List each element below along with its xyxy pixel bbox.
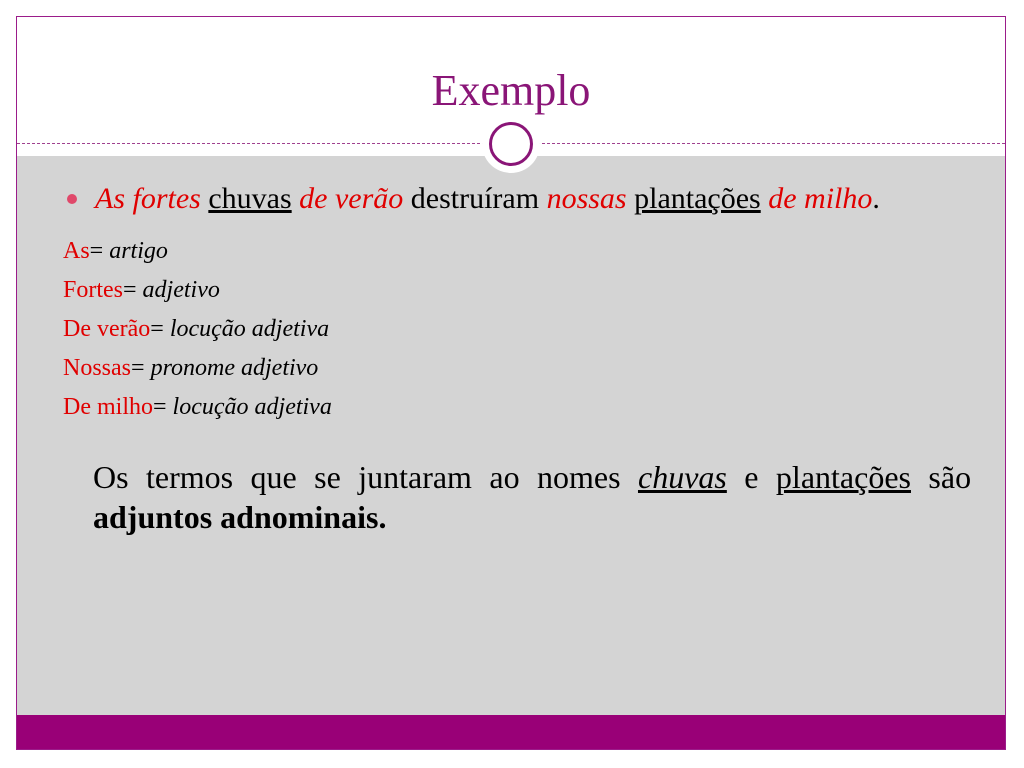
summary-lead: Os termos que se juntaram ao nomes	[93, 459, 621, 495]
summary-word-plantacoes: plantações	[775, 459, 911, 495]
definition-separator: =	[123, 277, 137, 303]
definition-separator: =	[153, 394, 167, 420]
summary-mid: são	[928, 459, 972, 495]
definition-value: pronome adjetivo	[150, 355, 319, 381]
definition-term: De milho	[63, 394, 153, 420]
definition-row	[63, 310, 971, 349]
decorative-ring-icon	[489, 122, 533, 166]
slide-title: Exemplo	[431, 66, 591, 115]
definition-value: locução adjetiva	[169, 316, 330, 342]
slide-content	[63, 180, 971, 537]
definition-separator: =	[150, 316, 164, 342]
definition-term: As	[63, 238, 90, 264]
sentence-part-de-milho: de milho	[768, 182, 873, 215]
sentence-part-nossas: nossas	[546, 182, 627, 215]
definition-term: Nossas	[63, 355, 132, 381]
example-sentence	[63, 180, 971, 218]
definition-separator: =	[131, 355, 145, 381]
definition-row	[63, 232, 971, 271]
sentence-part-plantacoes: plantações	[634, 182, 761, 215]
definition-term: Fortes	[63, 277, 123, 303]
definition-row	[63, 349, 971, 388]
slide	[16, 16, 1006, 750]
definition-term: De verão	[63, 316, 151, 342]
sentence-period: .	[872, 182, 880, 215]
definition-row	[63, 388, 971, 427]
definition-value: adjetivo	[142, 277, 220, 303]
definition-separator: =	[89, 238, 104, 264]
summary-conclusion: adjuntos adnominais.	[93, 499, 387, 535]
sentence-part-as-fortes: As fortes	[95, 182, 201, 215]
definitions-list	[63, 232, 971, 427]
summary-paragraph	[63, 457, 971, 537]
summary-word-chuvas: chuvas	[637, 459, 727, 495]
sentence-part-de-verao: de verão	[299, 182, 404, 215]
definition-value: artigo	[109, 238, 168, 264]
definition-row	[63, 271, 971, 310]
sentence-part-destruiram: destruíram	[410, 182, 540, 215]
definition-value: locução adjetiva	[172, 394, 332, 420]
summary-connector: e	[744, 459, 759, 495]
bullet-icon	[67, 194, 77, 204]
sentence-part-chuvas: chuvas	[208, 182, 292, 215]
footer-bar	[17, 715, 1005, 749]
